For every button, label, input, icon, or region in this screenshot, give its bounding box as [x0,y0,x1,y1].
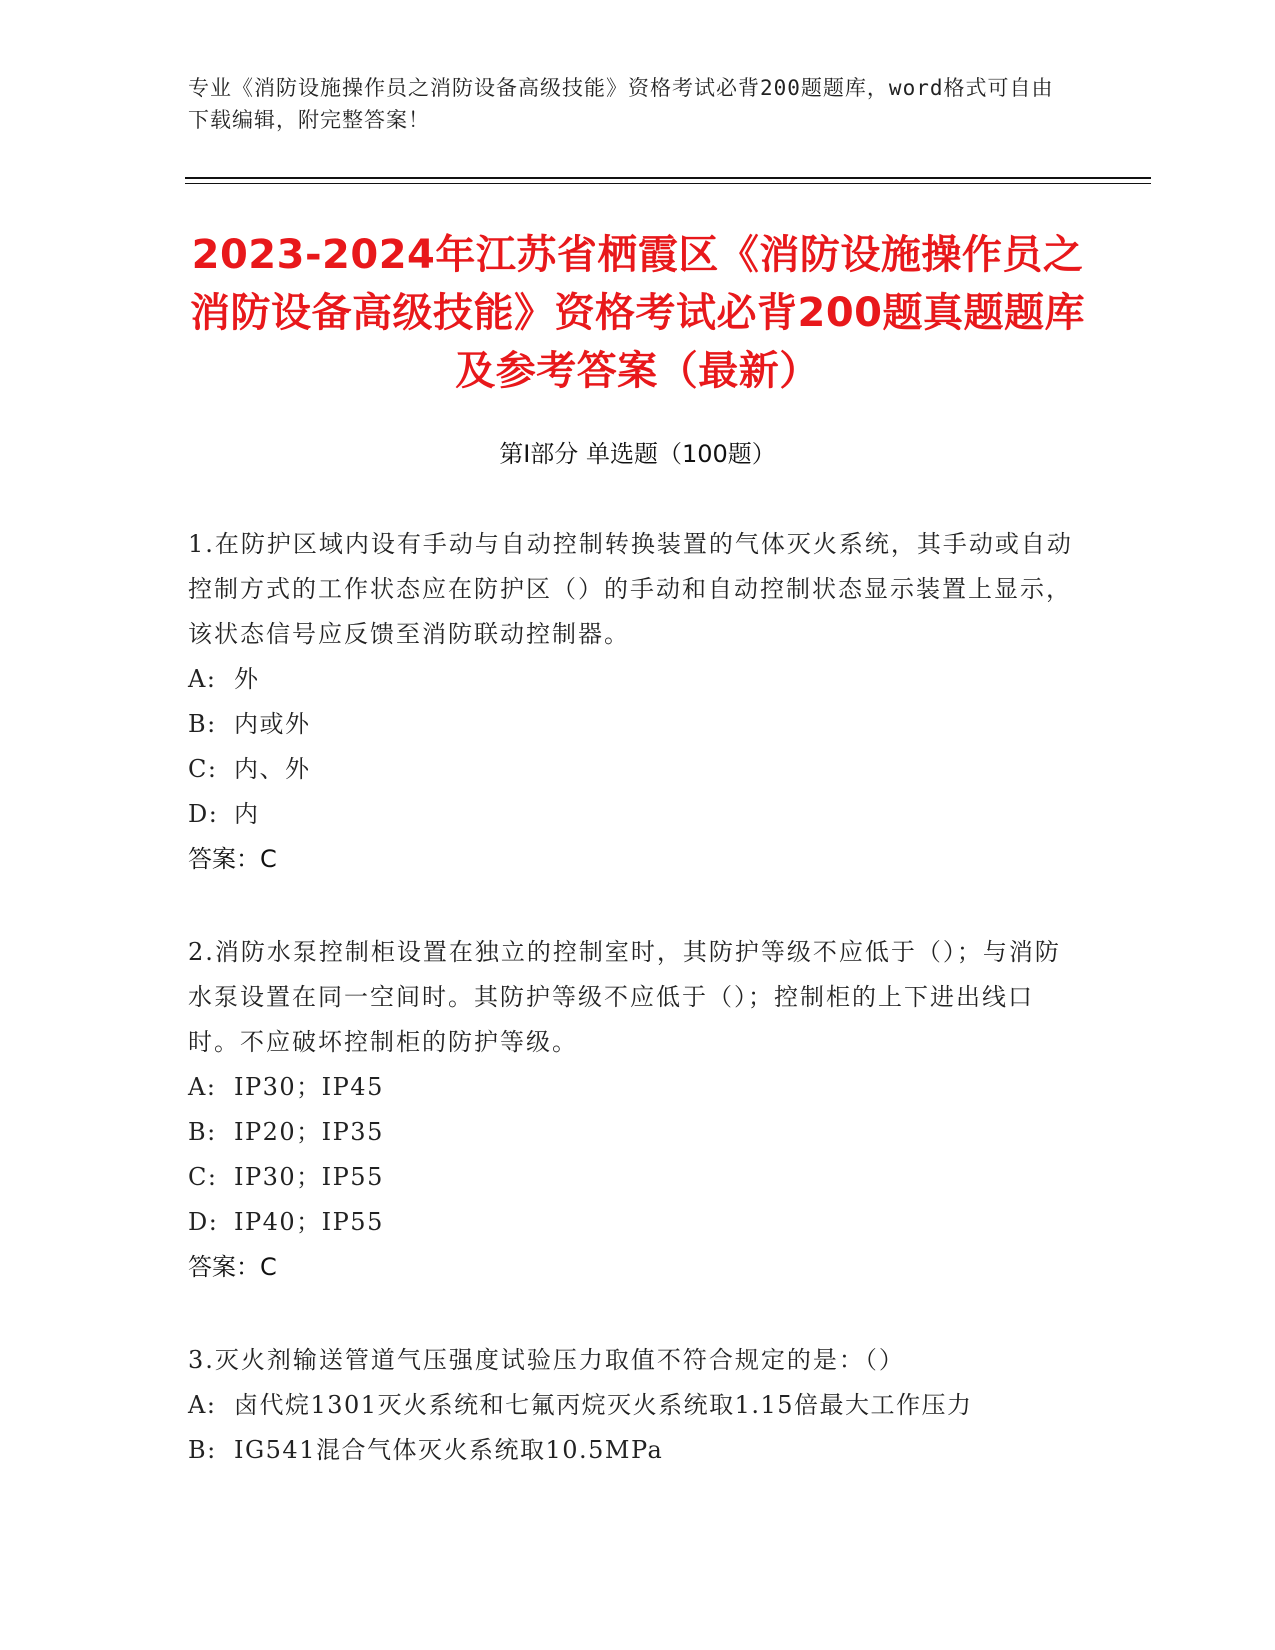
answer-line: 答案：C [188,845,277,873]
option-a [188,1065,1073,1110]
answer-line: 答案：C [188,1253,277,1281]
option-label: B: [188,1436,217,1464]
document-title: 2023-2024年江苏省栖霞区《消防设施操作员之消防设备高级技能》资格考试必背200题真题题库及参考答案（最新） [190,232,1085,394]
option-text: IP40；IP55 [234,1208,384,1236]
option-label: B: [188,1118,217,1146]
option-b [188,1428,1073,1473]
option-c [188,747,1073,792]
option-label: C: [188,1163,218,1191]
option-text: IG541混合气体灭火系统取10.5MPa [234,1436,664,1464]
option-d [188,792,1073,837]
option-label: D: [188,1208,219,1236]
option-text: IP20；IP35 [234,1118,384,1146]
question-text: 1.在防护区域内设有手动与自动控制转换装置的气体灭火系统，其手动或自动控制方式的工作状态应在防护区（）的手动和自动控制状态显示装置上显示，该状态信号应反馈至消防联动控制器。 [188,530,1073,648]
option-text: 内 [234,800,260,828]
header-note: 专业《消防设施操作员之消防设备高级技能》资格考试必背200题题库，word格式可自由下载编辑，附完整答案！ [188,76,1054,132]
option-label: C: [188,755,218,783]
option-a [188,1383,1073,1428]
option-label: A: [188,665,217,693]
option-text: IP30；IP45 [234,1073,384,1101]
option-b [188,702,1073,747]
question-text: 3.灭火剂输送管道气压强度试验压力取值不符合规定的是：（） [188,1346,905,1374]
option-label: D: [188,800,219,828]
option-text: 内或外 [234,710,311,738]
header-rule-thick [185,177,1151,179]
question-1 [188,522,1073,882]
option-text: IP30；IP55 [234,1163,384,1191]
option-text: 外 [234,665,260,693]
option-label: B: [188,710,217,738]
question-text: 2.消防水泵控制柜设置在独立的控制室时，其防护等级不应低于（）；与消防水泵设置在同一空间时。其防护等级不应低于（）；控制柜的上下进出线口时。不应破坏控制柜的防护等级。 [188,938,1061,1056]
option-d [188,1200,1073,1245]
option-a [188,657,1073,702]
option-b [188,1110,1073,1155]
option-c [188,1155,1073,1200]
option-label: A: [188,1073,217,1101]
section-heading: 第Ⅰ部分 单选题（100题） [499,440,776,468]
option-text: 卤代烷1301灭火系统和七氟丙烷灭火系统取1.15倍最大工作压力 [234,1391,973,1419]
option-label: A: [188,1391,217,1419]
question-3 [188,1338,1073,1473]
header-rule-thin [185,183,1151,184]
question-2 [188,930,1073,1290]
option-text: 内、外 [234,755,311,783]
